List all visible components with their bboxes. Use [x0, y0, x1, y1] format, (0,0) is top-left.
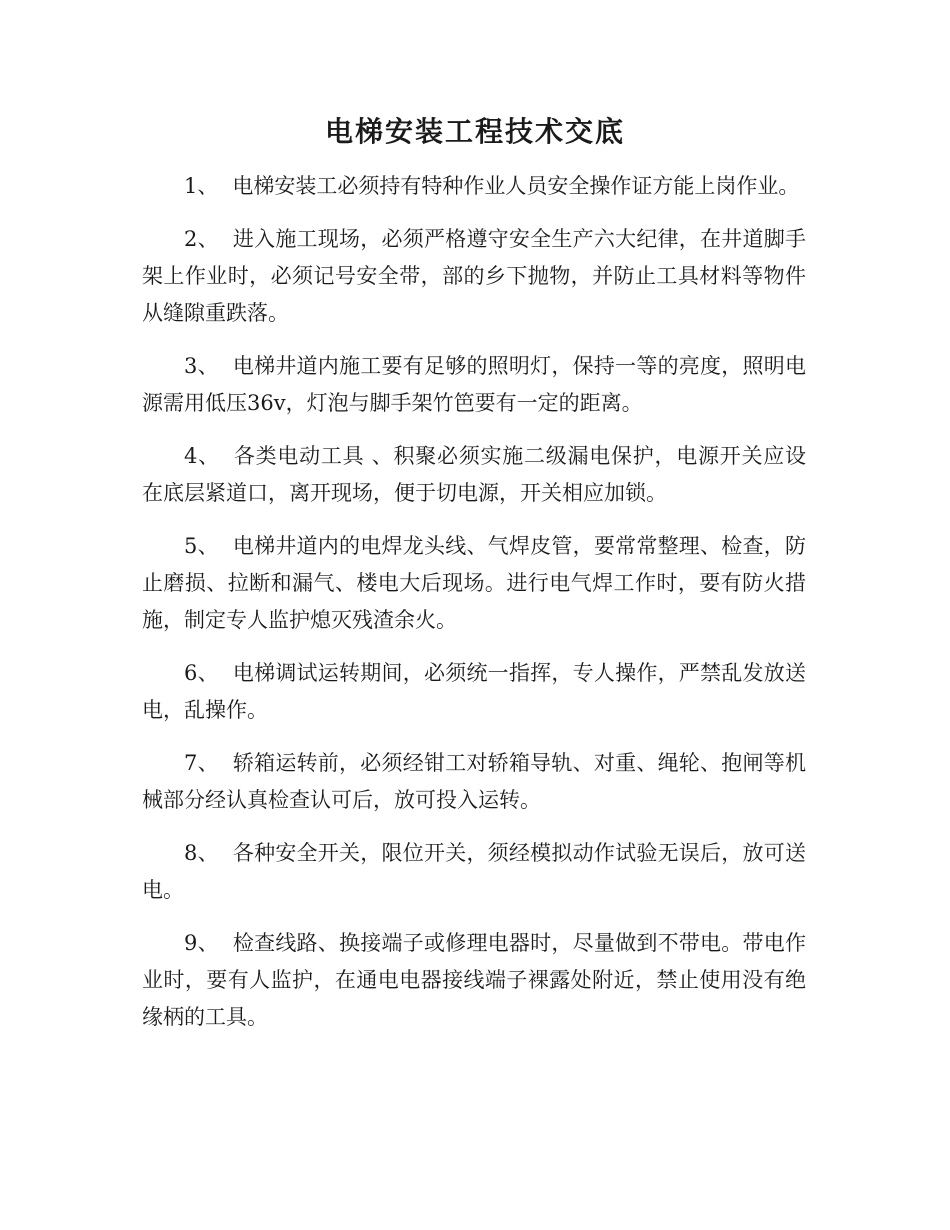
- item-number: 2、: [184, 227, 219, 251]
- list-item: [142, 835, 806, 909]
- item-text: 电梯调试运转期间，必须统一指挥，专人操作，严禁乱发放送电，乱操作。: [142, 661, 806, 722]
- item-text: 进入施工现场，必须严格遵守安全生产六大纪律，在井道脚手架上作业时，必须记号安全带，部的乡下抛物，并防止工具材料等物件从缝隙重跌落。: [142, 227, 806, 325]
- item-number: 9、: [184, 931, 219, 955]
- list-item: [142, 438, 806, 512]
- list-item: [142, 528, 806, 639]
- item-text: 电梯井道内施工要有足够的照明灯，保持一等的亮度，照明电源需用低压36v，灯泡与脚手架竹笆要有一定的距离。: [142, 354, 806, 415]
- list-item: [142, 168, 806, 205]
- item-text: 轿箱运转前，必须经钳工对轿箱导轨、对重、绳轮、抱闸等机械部分经认真检查认可后，放可投入运转。: [142, 751, 806, 812]
- page-title: 电梯安装工程技术交底: [324, 115, 625, 148]
- item-text: 各种安全开关，限位开关，须经模拟动作试验无误后，放可送电。: [142, 841, 806, 902]
- item-number: 1、: [184, 174, 219, 198]
- list-item: [142, 348, 806, 422]
- item-text: 各类电动工具 、积聚必须实施二级漏电保护，电源开关应设在底层紧道口，离开现场，便于切电源，开关相应加锁。: [142, 444, 806, 505]
- list-item: [142, 745, 806, 819]
- item-text: 电梯安装工必须持有特种作业人员安全操作证方能上岗作业。: [232, 174, 800, 198]
- list-item: [142, 655, 806, 729]
- item-text: 电梯井道内的电焊龙头线、气焊皮管，要常常整理、检查，防止磨损、拉断和漏气、楼电大后现场。进行电气焊工作时，要有防火措施，制定专人监护熄灭残渣余火。: [142, 534, 806, 632]
- item-text: 检查线路、换接端子或修理电器时，尽量做到不带电。带电作业时，要有人监护，在通电电器接线端子裸露处附近，禁止使用没有绝缘柄的工具。: [142, 931, 806, 1029]
- list-item: [142, 221, 806, 332]
- item-number: 7、: [184, 751, 219, 775]
- item-list: [142, 168, 806, 1052]
- item-number: 4、: [184, 444, 220, 468]
- item-number: 6、: [184, 661, 219, 685]
- item-number: 3、: [184, 354, 219, 378]
- item-number: 5、: [184, 534, 219, 558]
- list-item: [142, 925, 806, 1036]
- item-number: 8、: [184, 841, 219, 865]
